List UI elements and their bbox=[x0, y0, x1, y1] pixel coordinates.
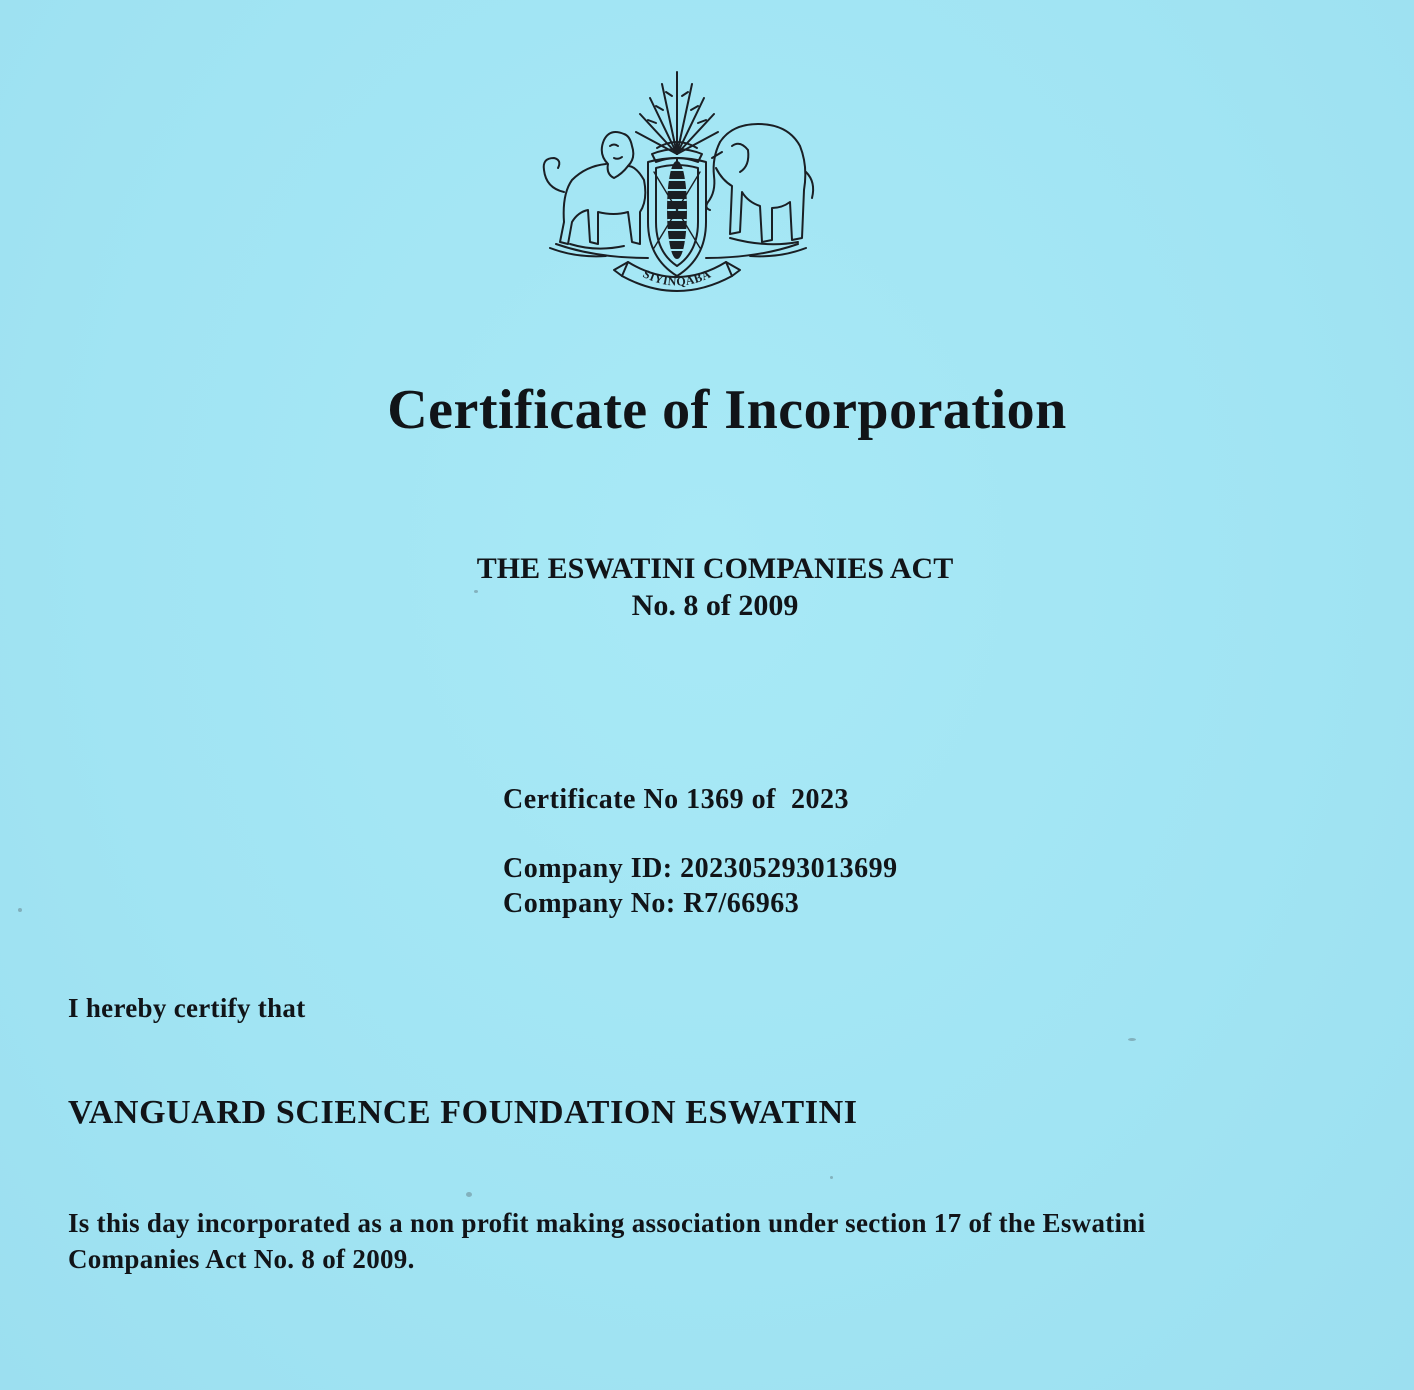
motto-text: SIYINQABA bbox=[640, 266, 714, 289]
company-number: Company No: R7/66963 bbox=[503, 888, 800, 919]
coat-of-arms-emblem bbox=[536, 62, 818, 294]
certify-text: I hereby certify that bbox=[68, 993, 306, 1023]
certificate-details bbox=[503, 782, 898, 921]
paper-speck bbox=[466, 1192, 472, 1197]
paper-speck bbox=[1128, 1038, 1136, 1041]
act-number: No. 8 of 2009 bbox=[631, 589, 799, 622]
plume-icon bbox=[636, 72, 718, 154]
statement-line-2: Companies Act No. 8 of 2009. bbox=[68, 1244, 415, 1274]
lion-icon bbox=[544, 132, 646, 249]
certificate-number: Certificate No 1369 of 2023 bbox=[503, 784, 850, 815]
elephant-icon bbox=[706, 124, 813, 244]
page-title: Certificate of Incorporation bbox=[387, 379, 1067, 441]
paper-speck bbox=[18, 908, 22, 912]
act-heading bbox=[0, 550, 1414, 624]
svg-text:SIYINQABA bbox=[641, 267, 713, 289]
paper-speck bbox=[830, 1176, 833, 1179]
company-id: Company ID: 202305293013699 bbox=[503, 853, 898, 884]
company-name: VANGUARD SCIENCE FOUNDATION ESWATINI bbox=[68, 1094, 858, 1131]
shield-icon bbox=[648, 158, 706, 276]
paper-speck bbox=[474, 590, 478, 593]
incorporation-statement bbox=[68, 1205, 1308, 1277]
act-name: THE ESWATINI COMPANIES ACT bbox=[476, 552, 954, 585]
statement-line-1: Is this day incorporated as a non profit making association under section 17 of the Eswatini bbox=[68, 1208, 1146, 1238]
